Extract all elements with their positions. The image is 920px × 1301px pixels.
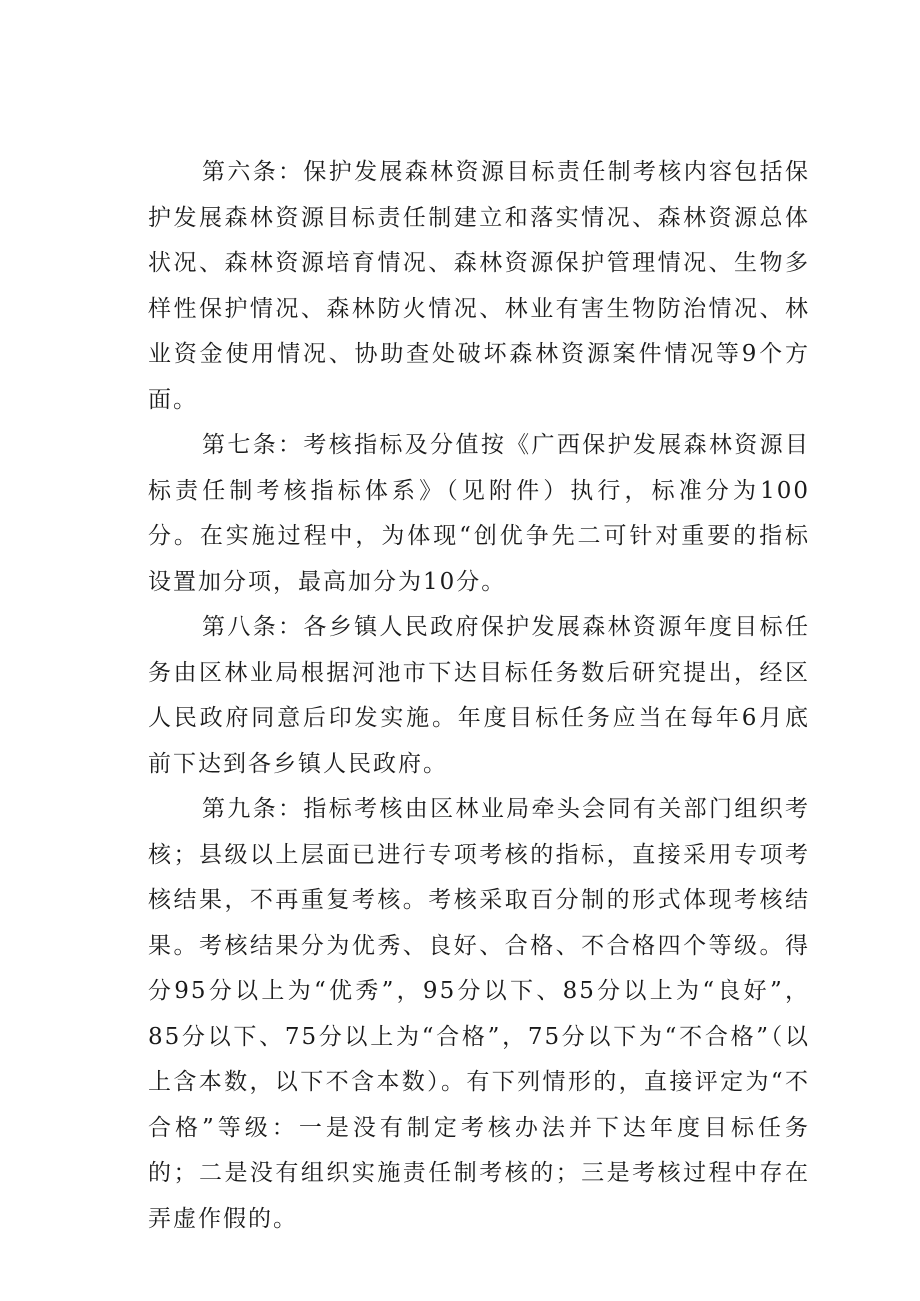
article-9-paragraph [148, 787, 810, 1242]
article-6-text: 第六条：保护发展森林资源目标责任制考核内容包括保护发展森林资源目标责任制建立和落实情况、森林资源总体状况、森林资源培育情况、森林资源保护管理情况、生物多样性保护情况、森林防火情况、林业有害生物防治情况、林业资金使用情况、协助查处破坏森林资源案件情况等9个方面。 [148, 159, 810, 413]
document-body [148, 150, 810, 1242]
article-6-paragraph [148, 150, 810, 423]
article-8-text: 第八条：各乡镇人民政府保护发展森林资源年度目标任务由区林业局根据河池市下达目标任务数后研究提出，经区人民政府同意后印发实施。年度目标任务应当在每年6月底前下达到各乡镇人民政府。 [148, 614, 810, 777]
article-7-text: 第七条：考核指标及分值按《广西保护发展森林资源目标责任制考核指标体系》（见附件）执行，标准分为100分。在实施过程中，为体现“创优争先二可针对重要的指标设置加分项，最高加分为10分。 [148, 432, 810, 595]
article-8-paragraph [148, 605, 810, 787]
article-9-text: 第九条：指标考核由区林业局牵头会同有关部门组织考核；县级以上层面已进行专项考核的指标，直接采用专项考核结果，不再重复考核。考核采取百分制的形式体现考核结果。考核结果分为优秀、良好、合格、不合格四个等级。得分95分以上为“优秀”，95分以下、85分以上为“良好”，85分以下、75分以上为“合格”，75分以下为“不合格”（以上含本数，以下不含本数）。有下列情形的，直接评定为“不合格”等级：一是没有制定考核办法并下达年度目标任务的；二是没有组织实施责任制考核的；三是考核过程中存在弄虚作假的。 [148, 796, 810, 1232]
article-7-paragraph [148, 423, 810, 605]
